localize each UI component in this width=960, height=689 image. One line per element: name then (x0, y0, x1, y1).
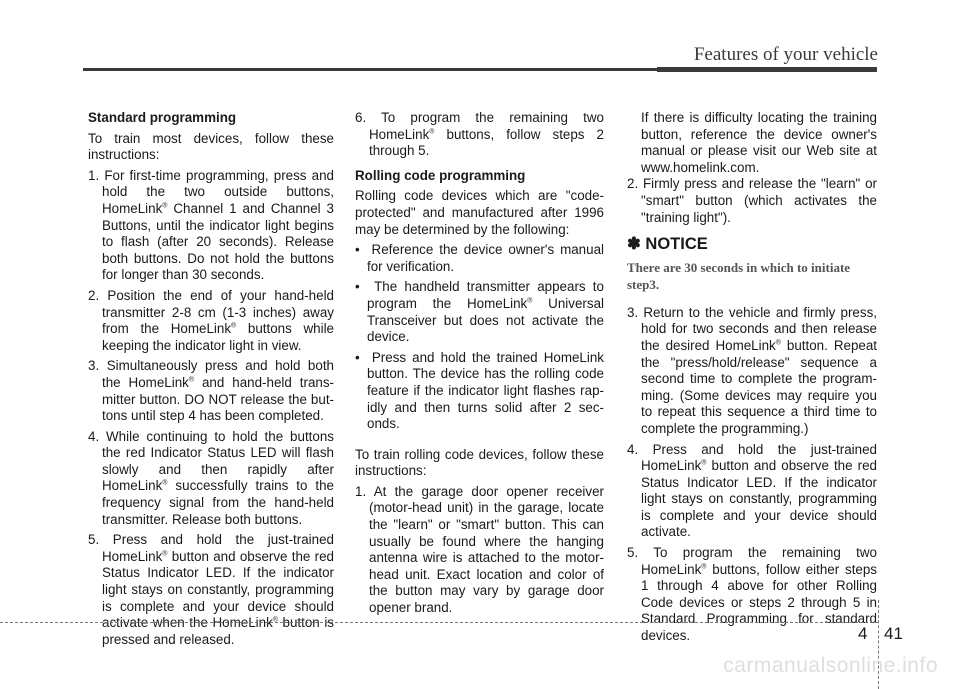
list-item: 1. For first-time programming, press and hold the two outside buttons, HomeLink® Channel 1 and Channel 3 Buttons, until the indicator light begins to flash (after 20 seconds). Release both buttons. Do not hold the buttons for longer than 30 seconds. (88, 167, 334, 283)
list-item: 5. Press and hold the just-trained HomeLink® button and observe the red Status Indicator LED. If the indicator light stays on constantly, programming is complete and your device should activate when the HomeLink® button is pressed and released. (88, 532, 334, 647)
page-header-title: Features of your vehicle (693, 44, 878, 65)
registered-mark: ® (701, 459, 707, 467)
registered-mark: ® (188, 376, 195, 384)
registered-mark: ® (701, 563, 707, 571)
list-item: 5. To program the remaining two HomeLink® buttons, follow either steps 1 through 4 above for other Rolling Code devices or steps 2 through 5 in Standard Programming for standard devices. (627, 545, 877, 644)
list-item: 3. Return to the vehicle and firmly press, hold for two seconds and then release the desired HomeLink® button. Repeat the "press/hold/release" sequence a second time to complete the program-ming. (Some devices may require you to repeat this sequence a third time to complete the programming.) (627, 304, 877, 436)
step-number: 4. (627, 441, 639, 457)
step-number: 4. (88, 428, 100, 444)
column-2 (355, 110, 604, 621)
registered-mark: ® (162, 480, 168, 487)
step-number: 3. (88, 358, 100, 374)
section-heading: Standard programming (88, 110, 237, 125)
registered-mark: ® (429, 128, 435, 136)
section-heading: Rolling code programming (355, 167, 526, 183)
registered-mark: ® (162, 550, 168, 558)
intro-text: To train rolling code devices, follow these instructions: (355, 446, 604, 479)
step-number: 3. (627, 304, 639, 320)
list-item: 6. To program the remaining two HomeLink® buttons, follow steps 2 through 5. (355, 110, 604, 159)
step-number: 1. (355, 483, 367, 499)
header-accent-bar (657, 67, 877, 72)
column-1 (88, 110, 334, 652)
notice-text: There are 30 seconds in which to initiate step3. (627, 259, 851, 292)
step-number: 5. (627, 545, 639, 561)
list-item: 2. Firmly press and release the "learn" or "smart" button (which activates the "training light"). (627, 176, 877, 225)
registered-mark: ® (775, 339, 781, 347)
list-item: 4. Press and hold the just-trained HomeLink® button and observe the red Status Indicator LED. If the indicator light stays on constantly, programming is complete and your device should activate. (627, 441, 877, 540)
column-3 (627, 110, 877, 649)
asterisk-icon: ✽ (627, 235, 641, 254)
registered-mark: ® (527, 297, 533, 305)
notice-heading: ✽ NOTICE (627, 235, 708, 254)
intro-text: Rolling code devices which are "code-protected" and manufactured after 1996 may be determined by the following: (355, 188, 604, 237)
registered-mark: ® (162, 202, 168, 210)
step-number: 1. (88, 167, 100, 183)
intro-text: To train most devices, follow these instructions: (88, 130, 334, 163)
watermark: carmanualsonline.info (723, 654, 938, 677)
list-item: 1. At the garage door opener receiver (motor-head unit) in the garage, locate the "learn" or "smart" button. This can usually be found where the hanging antenna wire is attached to the motor-head unit. Exact location and color of the button may vary by garage door opener brand. (355, 483, 605, 616)
bullet-item: • Press and hold the trained HomeLink button. The device has the rolling code feature if the indicator light flashes rap-idly and then turns solid after 2 sec-onds. (355, 349, 604, 432)
bullet-item: • The handheld transmitter appears to program the HomeLink® Universal Transceiver but does not activate the device. (355, 279, 604, 345)
page-number: 41 (884, 624, 903, 643)
registered-mark: ® (272, 616, 278, 624)
list-item: 4. While continuing to hold the buttons the red Indicator Status LED will flash slowly and then rapidly after HomeLink® successfully trains to the frequency signal from the hand-held transmitter. Release both buttons. (88, 428, 334, 527)
step-number: 6. (355, 110, 367, 125)
chapter-number: 4 (858, 624, 868, 643)
list-item: 3. Simultaneously press and hold both the HomeLink® and hand-held trans-mitter button. DO NOT release the but-tons until step 4 has been completed. (88, 358, 335, 424)
step-number: 2. (627, 176, 639, 192)
registered-mark: ® (231, 322, 237, 330)
continued-text: If there is difficulty locating the training button, reference the device owner's manual or please visit our Web site at www.homelink.com. (641, 110, 877, 175)
bullet-item: • Reference the device owner's manual for verification. (355, 242, 604, 274)
step-number: 2. (88, 287, 100, 303)
list-item: 2. Position the end of your hand-held transmitter 2-8 cm (1-3 inches) away from the HomeLink® buttons while keeping the indicator light in view. (88, 287, 334, 353)
step-number: 5. (88, 532, 100, 548)
footer-rule (0, 622, 878, 623)
